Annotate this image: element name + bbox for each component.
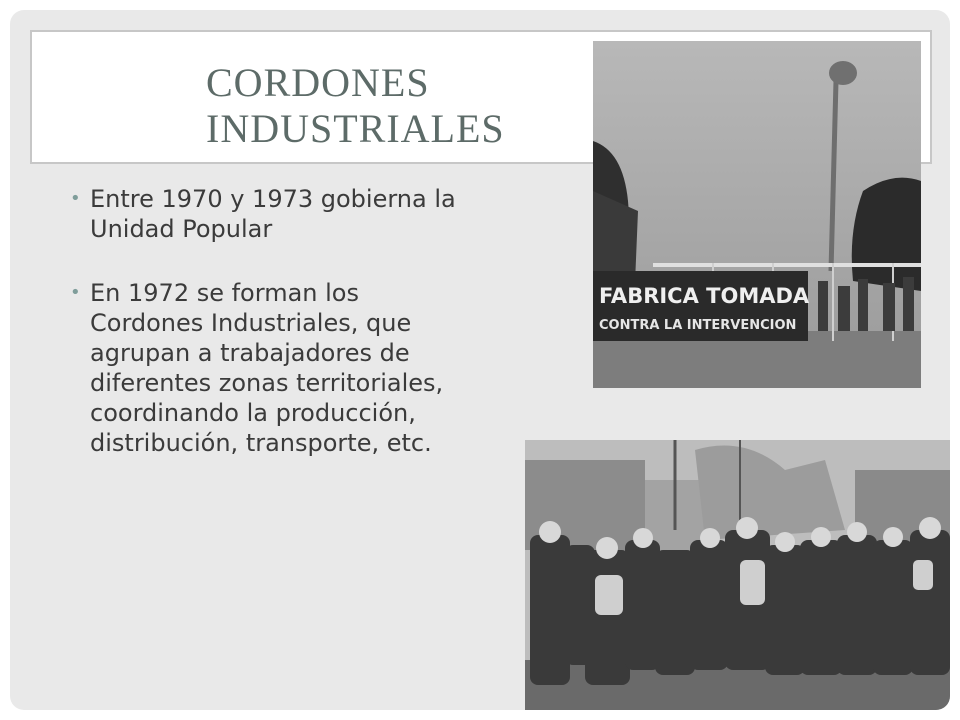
title-line-1: CORDONES: [206, 60, 430, 105]
banner-text-line-1: FABRICA TOMADA: [599, 284, 810, 308]
slide-title: [206, 60, 505, 152]
workers-march-image: [525, 440, 950, 710]
banner-text-line-2: CONTRA LA INTERVENCION: [599, 318, 797, 333]
title-line-2: INDUSTRIALES: [206, 106, 505, 151]
bullet-item: • Entre 1970 y 1973 gobierna la Unidad Popular: [70, 184, 470, 244]
factory-protest-image: [593, 41, 921, 388]
bullet-list: [70, 184, 470, 492]
factory-protest-photo: [593, 41, 921, 388]
slide: [10, 10, 950, 710]
bullet-item: • En 1972 se forman los Cordones Industriales, que agrupan a trabajadores de diferentes zonas territoriales, coordinando la producción, distribución, transporte, etc.: [70, 278, 470, 458]
workers-march-photo: [525, 440, 950, 710]
